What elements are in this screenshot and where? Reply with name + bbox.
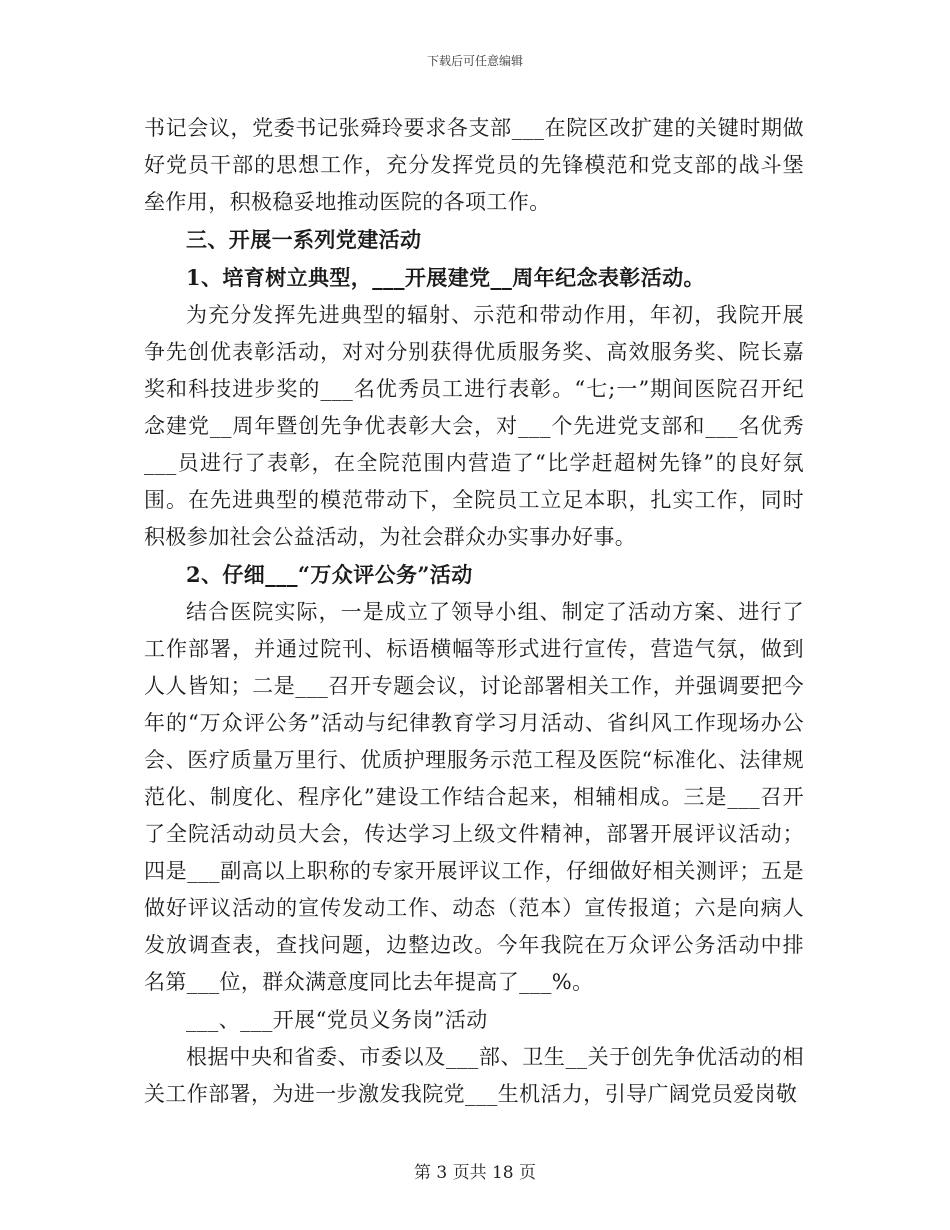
page-header: 下载后可任意编辑 (426, 54, 523, 68)
subsection-heading-3: ___、___开展“党员义务岗”活动 (186, 1008, 488, 1032)
paragraph-volunteer-post: 根据中央和省委、市委以及___部、卫生__关于创先争优活动的相关工作部署，为进一步激发我院党___生机活力，引导广阔党员爱岗敬 (144, 1045, 804, 1106)
document-body (144, 110, 804, 1113)
paragraph-continuation: 书记会议，党委书记张舜玲要求各支部___在院区改扩建的关键时期做好党员干部的思想工作，充分发挥党员的先锋模范和党支部的战斗堡垒作用，积极稳妥地推动医院的各项工作。 (144, 116, 804, 214)
section-heading-3: 三、开展一系列党建活动 (186, 227, 422, 252)
subsection-heading-1: 1、培育树立典型，___开展建党__周年纪念表彰活动。 (186, 265, 705, 290)
page-footer: 第 3 页共 18 页 (413, 1163, 537, 1183)
paragraph-public-review: 结合医院实际，一是成立了领导小组、制定了活动方案、进行了工作部署，并通过院刊、标语横幅等形式进行宣传，营造气氛，做到人人皆知；二是___召开专题会议，讨论部署相关工作，并强调要把今年的“万众评公务”活动与纪律教育学习月活动、省纠风工作现场办公会、医疗质量万里行、优质护理服务示范工程及医院“标准化、法律规范化、制度化、程序化”建设工作结合起来，相辅相成。三是___召开了全院活动动员大会，传达学习上级文件精神，部署开展评议活动；四是___副高以上职称的专家开展评议工作，仔细做好相关测评；五是做好评议活动的宣传发动工作、动态（范本）宣传报道；六是向病人发放调查表，查找问题，边整边改。今年我院在万众评公务活动中排名第___位，群众满意度同比去年提高了___%。 (144, 600, 804, 994)
subsection-heading-2: 2、仔细___“万众评公务”活动 (186, 562, 473, 587)
paragraph-exemplar: 为充分发挥先进典型的辐射、示范和带动作用，年初，我院开展争先创优表彰活动，对对分别获得优质服务奖、高效服务奖、院长嘉奖和科技进步奖的___名优秀员工进行表彰。“七;一”期间医院召开纪念建党__周年暨创先争优表彰大会，对___个先进党支部和___名优秀___员进行了表彰，在全院范围内营造了“比学赶超树先锋”的良好氛围。在先进典型的模范带动下，全院员工立足本职，扎实工作，同时积极参加社会公益活动，为社会群众办实事办好事。 (144, 303, 804, 549)
